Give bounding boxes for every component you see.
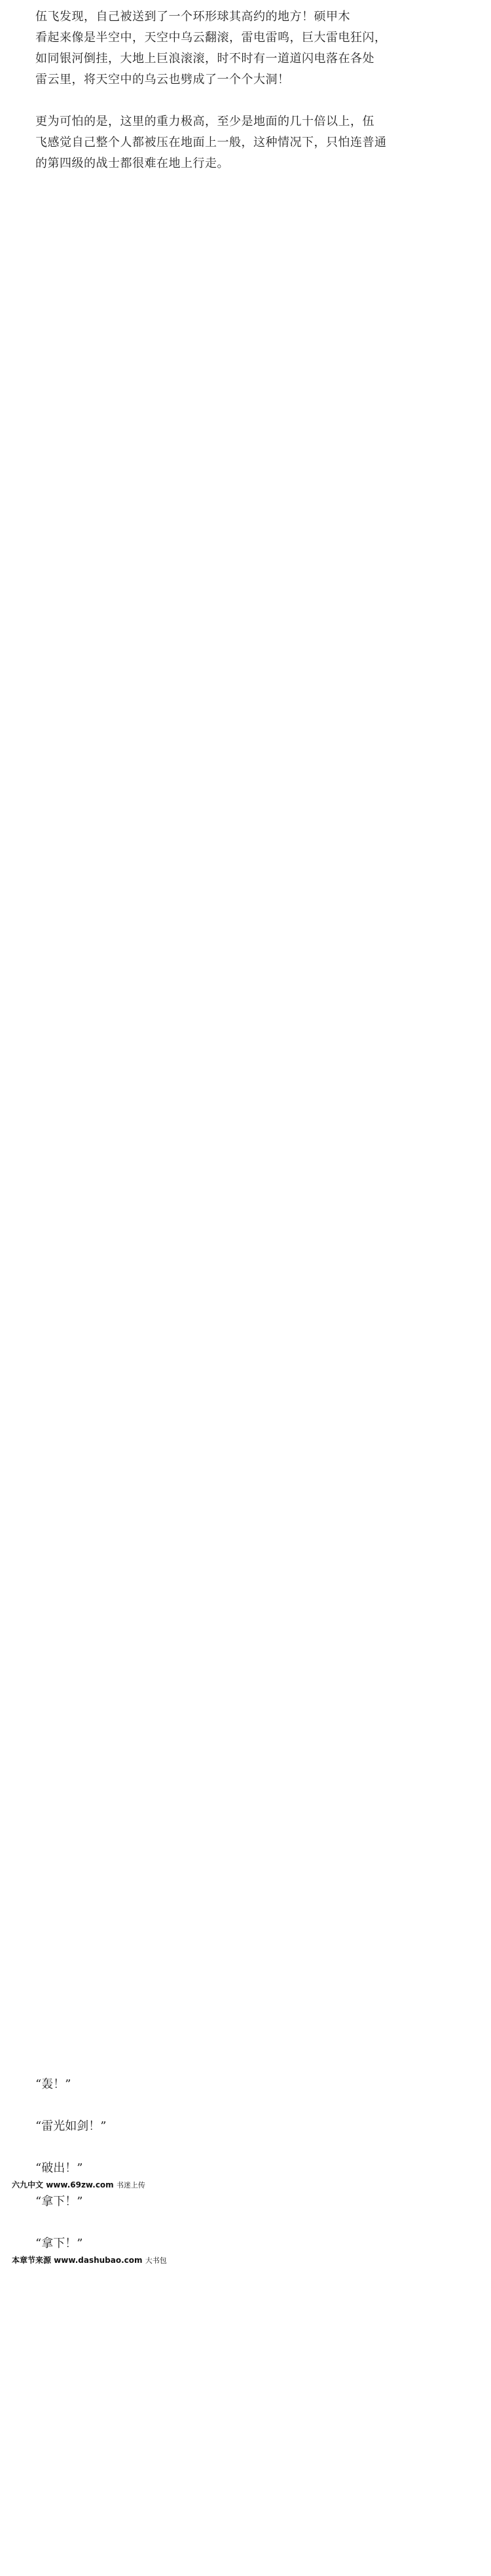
- quote-line: “拿下！”: [35, 2237, 83, 2250]
- paragraph: 伍飞发现，自己被送到了一个环形球其高约的地方！硕甲木: [35, 10, 350, 24]
- quote-line: “破出！”: [35, 2161, 83, 2175]
- paragraph-gap: [12, 2095, 479, 2116]
- quote-line: “雷光如剑！”: [35, 2119, 107, 2133]
- watermark-url: www.dashubao.com: [54, 2256, 143, 2265]
- paragraph: 雷云里，将天空中的乌云也劈成了一个个大洞！: [35, 73, 290, 86]
- paragraph: 飞感觉自己整个人都被压在地面上一般，这种情况下，只怕连普通: [35, 136, 387, 149]
- paragraph: 如同银河倒挂，大地上巨浪滚滚，时不时有一道道闪电落在各处: [35, 52, 374, 66]
- watermark-brand: 本章节来源: [12, 2256, 52, 2265]
- paragraph: 的第四级的战士都很难在地上行走。: [35, 157, 229, 170]
- paragraph-gap: [12, 90, 479, 111]
- body-text-area: [12, 174, 479, 2074]
- paragraph: 看起来像是半空中，天空中乌云翻滚，雷电雷鸣，巨大雷电狂闪，: [35, 31, 387, 45]
- watermark-brand: 六九中文: [12, 2180, 44, 2189]
- watermark-note: 书迷上传: [116, 2181, 145, 2189]
- quote-line: “拿下！”: [35, 2195, 83, 2208]
- site-watermark: [12, 2254, 479, 2267]
- site-watermark: [12, 2179, 479, 2191]
- paragraph: 更为可怕的是，这里的重力极高，至少是地面的几十倍以上，伍: [35, 115, 374, 128]
- paragraph-gap: [12, 2137, 479, 2158]
- paragraph-gap: [12, 2212, 479, 2233]
- watermark-url: www.69zw.com: [46, 2180, 114, 2189]
- watermark-note: 大书包: [145, 2256, 167, 2265]
- quote-line: “轰！”: [35, 2077, 71, 2091]
